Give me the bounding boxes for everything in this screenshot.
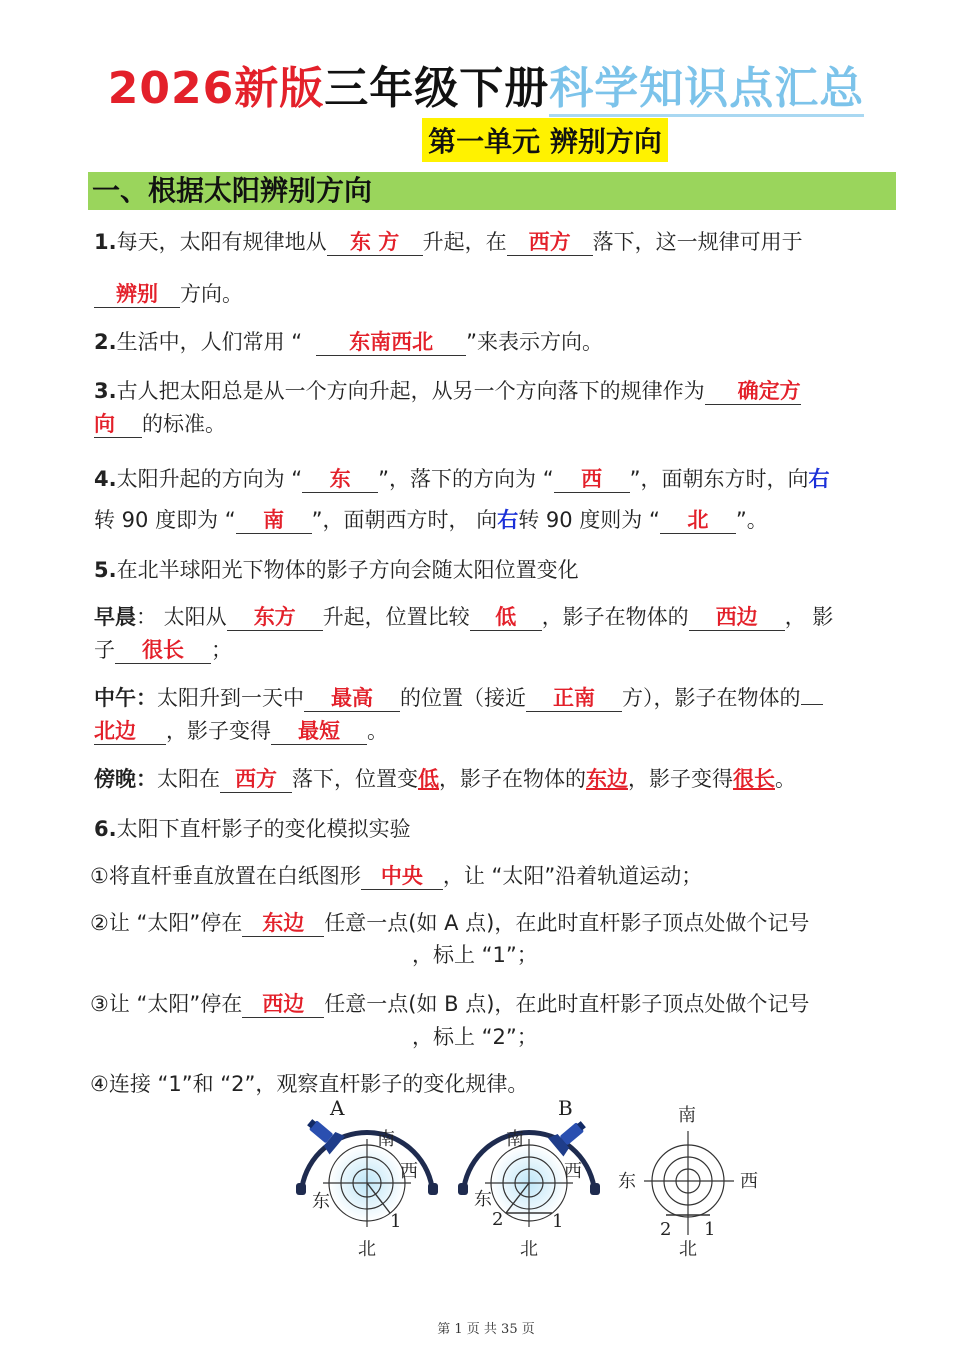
shadow-mark: 2 (660, 1219, 672, 1240)
track-end (296, 1183, 306, 1195)
q5-text: ，影子变得 (628, 767, 733, 791)
q1-answer-2: 西方 (507, 229, 593, 256)
direction-west: 西 (564, 1161, 582, 1182)
flashlight-icon (548, 1115, 591, 1157)
q2-number: 2. (94, 330, 117, 354)
q6-step3-answer: 西边 (242, 991, 324, 1018)
track-end (590, 1183, 600, 1195)
q3-text: 的标准。 (142, 412, 226, 436)
marker-label: B (558, 1096, 573, 1120)
direction-west: 西 (740, 1171, 758, 1192)
main-title (0, 52, 972, 116)
q5-text: 。 (775, 767, 796, 791)
shadow-mark: 2 (492, 1209, 504, 1230)
direction-north: 北 (520, 1239, 538, 1260)
marker-label: A (330, 1096, 345, 1120)
q4-line-2 (94, 506, 768, 534)
q4-text: 太阳升起的方向为 “ (116, 467, 303, 491)
diagram-2-sun-west (458, 1096, 600, 1260)
q5-morning-label: 早晨 (94, 605, 136, 629)
q5-number: 5. (94, 558, 117, 582)
track-end (428, 1183, 438, 1195)
unit-wrapper (0, 118, 972, 162)
q6-text: ，标上 “2”； (412, 1025, 538, 1049)
q4-line-1 (94, 465, 829, 493)
section-heading: 一、根据太阳辨别方向 (88, 172, 896, 210)
q6-step2-answer: 东边 (242, 910, 324, 937)
q5-evening-answer-4: 很长 (733, 767, 775, 791)
diagram-1-sun-east (296, 1096, 438, 1260)
q5-noon-label: 中午： (94, 686, 157, 710)
q5-noon-answer-2: 正南 (526, 685, 622, 712)
title-part-subject: 科学知识点汇总 (549, 63, 864, 117)
direction-south: 南 (506, 1129, 524, 1150)
q4-answer-1: 东 (302, 466, 378, 493)
q5-morning-answer-1: 东方 (227, 604, 323, 631)
q3-line-1 (94, 377, 801, 405)
experiment-diagrams (0, 1095, 972, 1275)
shadow-mark: 1 (552, 1211, 564, 1232)
q3-answer: 确定方 (705, 378, 801, 405)
q6-text: ①将直杆垂直放置在白纸图形 (90, 864, 361, 888)
q2-text: 生活中，人们常用 “ (116, 330, 303, 354)
q6-text: ④连接 “1”和 “2”，观察直杆影子的变化规律。 (90, 1072, 529, 1096)
q1-text: 落下，这一规律可用于 (592, 230, 803, 254)
q1-text: 每天，太阳有规律地从 (116, 230, 327, 254)
q2-line (94, 328, 603, 356)
q5-text: ，影子变得 (166, 719, 271, 743)
q5-text: ： 太阳从 (136, 605, 227, 629)
q2-answer: 东南西北 (316, 329, 466, 356)
q1-text: 升起，在 (422, 230, 507, 254)
q4-text: 转 90 度则为 “ (518, 508, 660, 532)
q6-step-2-line-2 (412, 941, 538, 969)
q4-answer-2: 西 (554, 466, 630, 493)
q4-answer-4: 北 (660, 507, 736, 534)
q5-text: 方），影子在物体的 (622, 686, 801, 710)
q5-morning-answer-3: 西边 (689, 604, 785, 631)
q5-heading (94, 556, 579, 584)
q5-noon-answer-3: 北边 (94, 718, 166, 745)
diagram-3-result (618, 1104, 758, 1260)
q5-text: 的位置（接近 (400, 686, 526, 710)
q6-text: 任意一点(如 A 点)，在此时直杆影子顶点处做个记号 (324, 911, 810, 935)
page-footer: 第 1 页 共 35 页 (437, 1322, 535, 1337)
q3-line-2 (94, 410, 226, 438)
direction-east: 东 (618, 1171, 636, 1192)
q6-step-2-line-1 (90, 909, 809, 937)
direction-south: 南 (678, 1105, 696, 1126)
q5-text: ， 影 (784, 605, 834, 629)
direction-south: 南 (377, 1129, 395, 1150)
q1-text: 方向。 (180, 282, 243, 306)
q6-text: ，让 “太阳”沿着轨道运动； (442, 864, 703, 888)
q4-answer-3: 南 (236, 507, 312, 534)
q6-text: 太阳下直杆影子的变化模拟实验 (116, 817, 411, 841)
q5-morning-line-2 (94, 636, 232, 664)
q4-highlight: 右 (808, 467, 830, 491)
q4-text: ”，面朝西方时， 向 (311, 508, 498, 532)
q1-line-1 (94, 228, 803, 256)
shadow-mark: 1 (390, 1211, 402, 1232)
q6-step1-answer: 中央 (361, 863, 443, 890)
q6-step-3-line-2 (412, 1023, 538, 1051)
q5-text: 落下，位置变 (292, 767, 418, 791)
q5-evening-line (94, 765, 796, 793)
q5-noon-blank-start (801, 704, 823, 705)
q5-noon-line-1 (94, 684, 823, 712)
q5-evening-answer-2: 低 (418, 767, 439, 791)
q6-text: ②让 “太阳”停在 (90, 911, 243, 935)
q1-line-2 (94, 280, 243, 308)
q5-text: 太阳升到一天中 (157, 686, 304, 710)
q5-text: 太阳在 (157, 767, 220, 791)
q5-evening-answer-3: 东边 (586, 767, 628, 791)
q5-text: ，影子在物体的 (541, 605, 689, 629)
direction-east: 东 (312, 1191, 330, 1212)
q6-step-4 (90, 1070, 528, 1098)
q6-text: 任意一点(如 B 点)，在此时直杆影子顶点处做个记号 (324, 992, 810, 1016)
q2-text: ”来表示方向。 (466, 330, 604, 354)
q5-text: 升起，位置比较 (322, 605, 470, 629)
q5-noon-answer-1: 最高 (304, 685, 400, 712)
q6-step-3-line-1 (90, 990, 809, 1018)
q6-step-1 (90, 862, 702, 890)
q5-morning-answer-4: 很长 (115, 637, 211, 664)
q5-text: ，影子在物体的 (439, 767, 586, 791)
q5-text: 在北半球阳光下物体的影子方向会随太阳位置变化 (116, 558, 579, 582)
direction-north: 北 (679, 1239, 697, 1260)
q5-morning-answer-2: 低 (470, 604, 542, 631)
q6-heading (94, 815, 411, 843)
q6-number: 6. (94, 817, 117, 841)
title-part-year: 2026新版 (107, 63, 325, 114)
q4-text: ”。 (735, 508, 768, 532)
q5-evening-answer-1: 西方 (220, 766, 292, 793)
direction-west: 西 (400, 1161, 418, 1182)
title-part-grade: 三年级下册 (324, 63, 550, 114)
direction-east: 东 (474, 1189, 492, 1210)
q4-text: 转 90 度即为 “ (94, 508, 236, 532)
q3-answer-cont: 向 (94, 411, 142, 438)
q5-noon-line-2 (94, 717, 388, 745)
q5-noon-answer-4: 最短 (271, 718, 367, 745)
q3-number: 3. (94, 379, 117, 403)
q4-text: ”，面朝东方时，向 (629, 467, 809, 491)
q5-morning-line-1 (94, 603, 833, 631)
shadow-mark: 1 (704, 1219, 716, 1240)
q6-text: ，标上 “1”； (412, 943, 538, 967)
q5-text: 子 (94, 638, 115, 662)
unit-title: 第一单元 辨别方向 (422, 118, 668, 162)
q1-number: 1. (94, 230, 117, 254)
q4-text: ”，落下的方向为 “ (378, 467, 554, 491)
q4-highlight: 右 (497, 508, 519, 532)
q3-text: 古人把太阳总是从一个方向升起，从另一个方向落下的规律作为 (116, 379, 705, 403)
q1-answer-1: 东 方 (327, 229, 423, 256)
direction-north: 北 (358, 1239, 376, 1260)
q5-text: ； (211, 638, 232, 662)
q6-text: ③让 “太阳”停在 (90, 992, 243, 1016)
track-end (458, 1183, 468, 1195)
q5-evening-label: 傍晚： (94, 767, 157, 791)
q1-answer-3: 辨别 (94, 281, 180, 308)
q4-number: 4. (94, 467, 117, 491)
q5-text: 。 (367, 719, 388, 743)
